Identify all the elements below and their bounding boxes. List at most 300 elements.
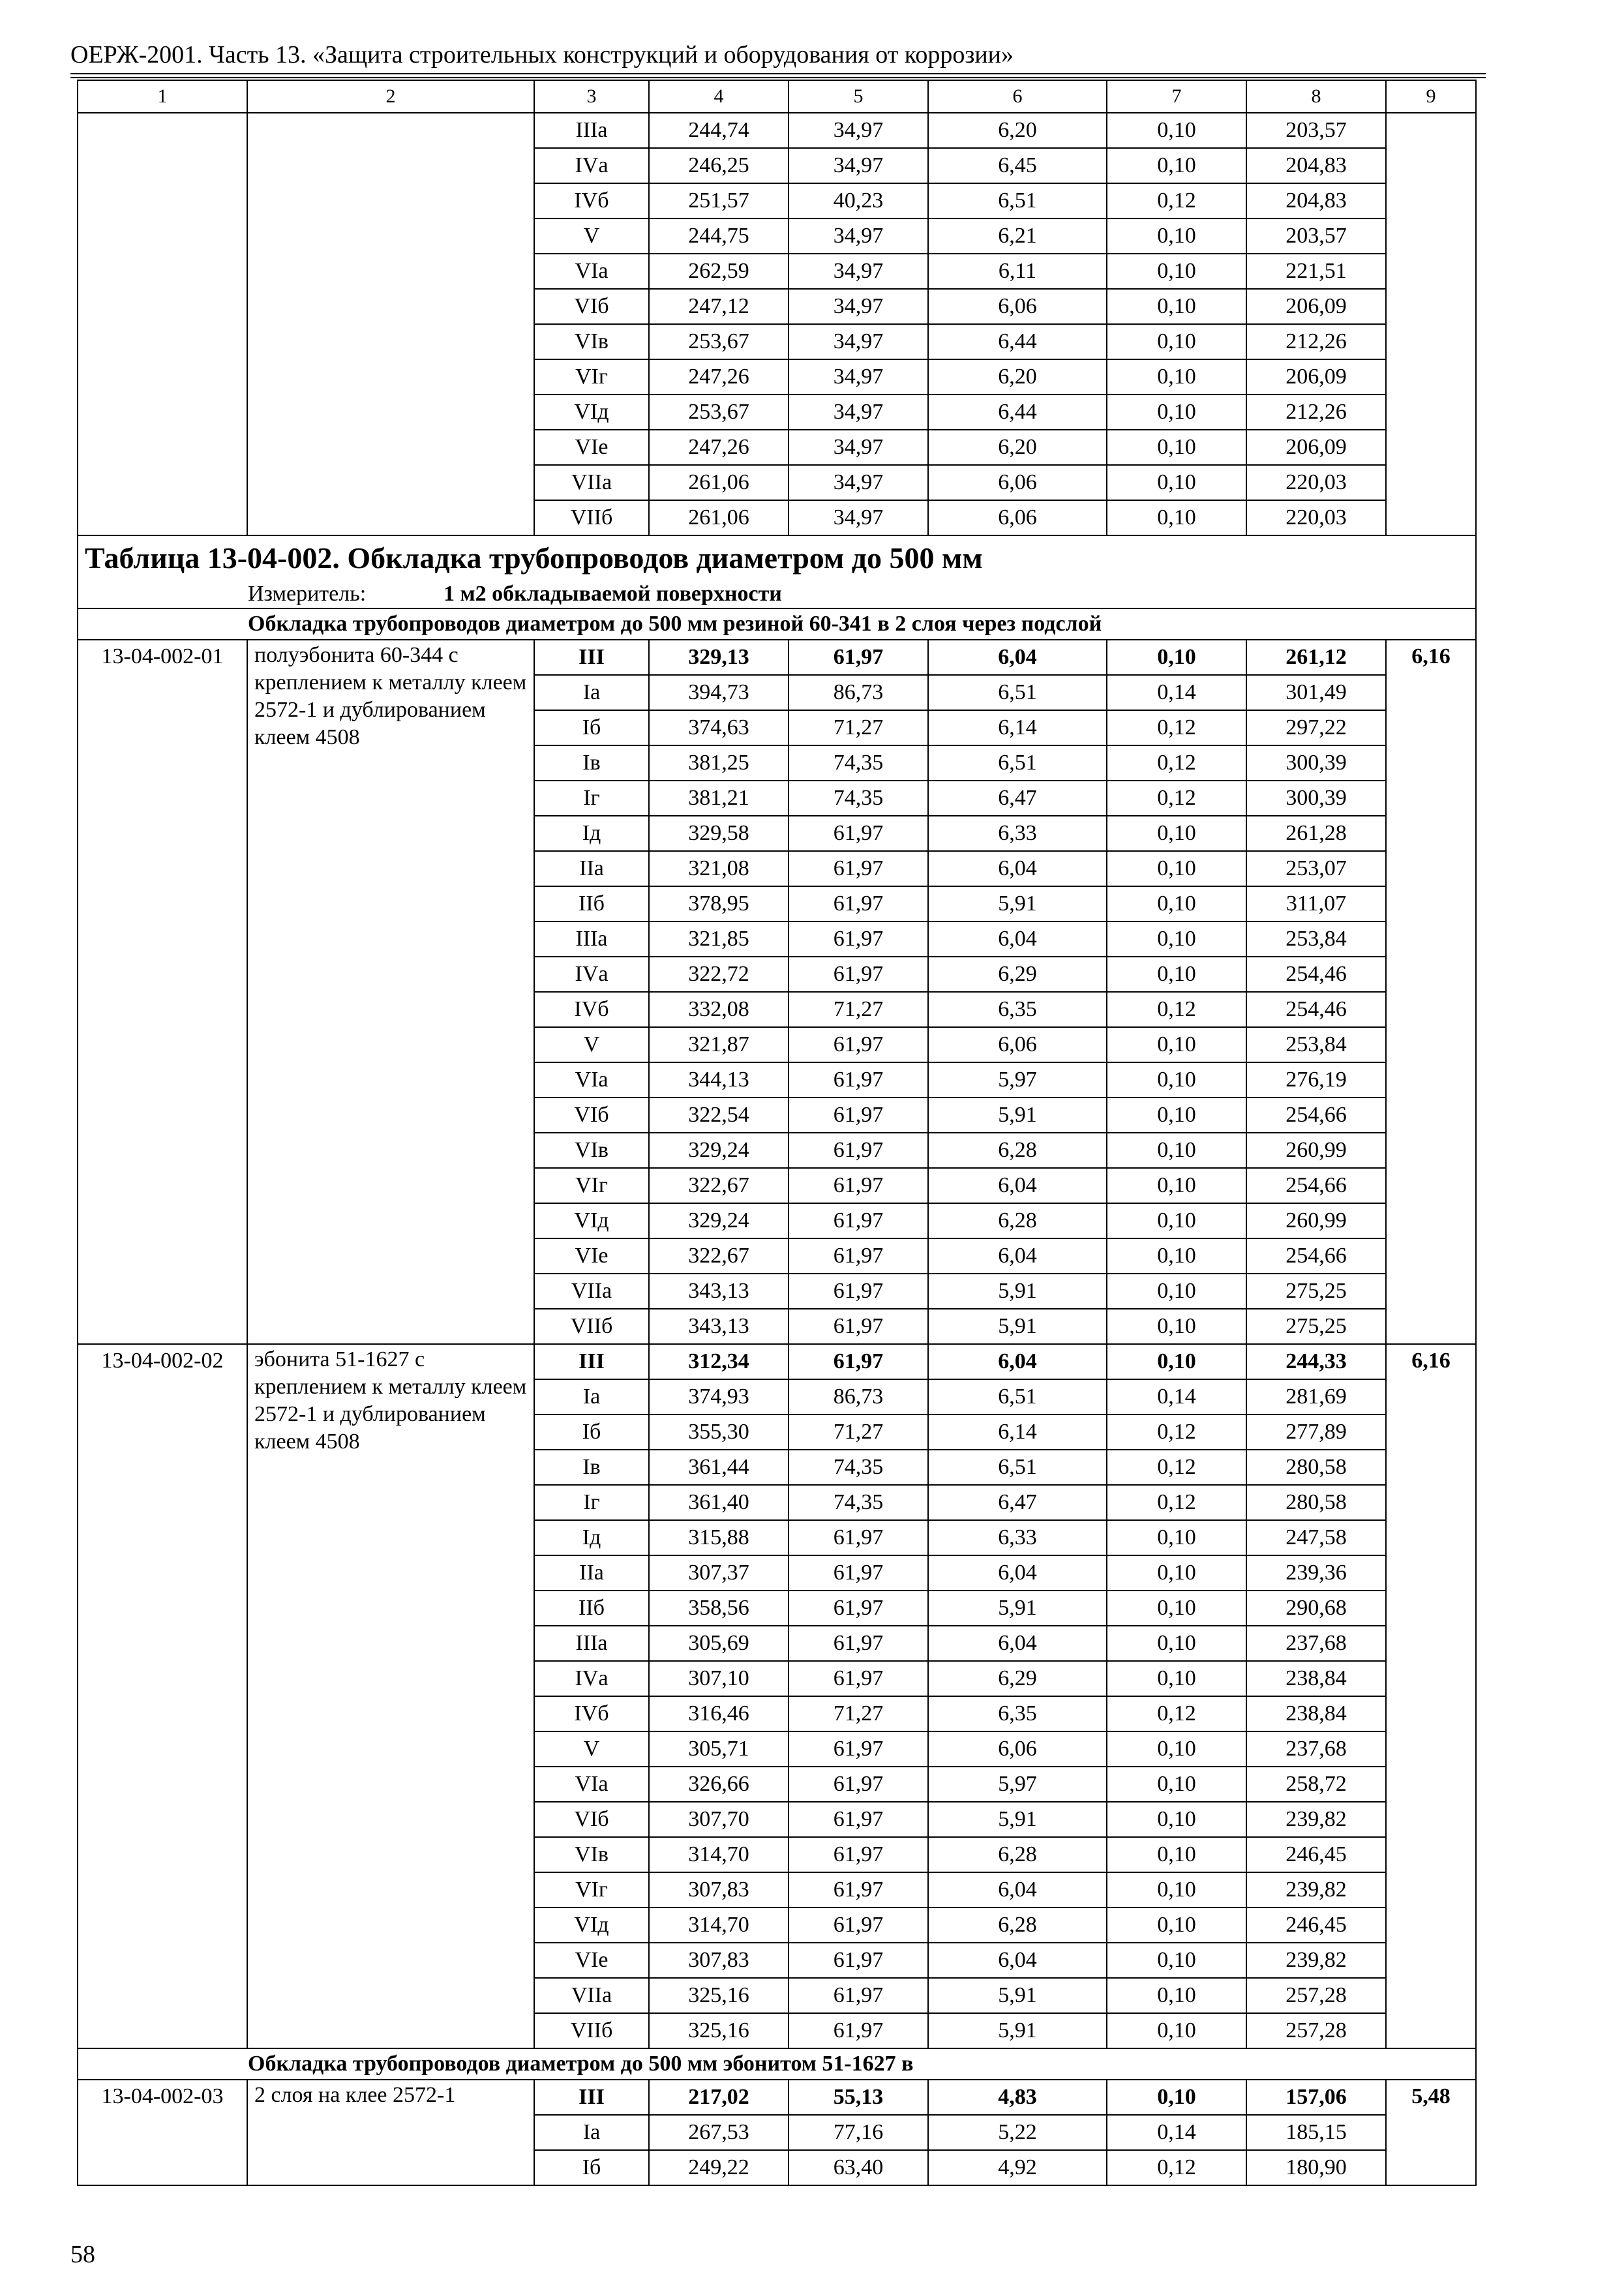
value-cell: 0,12 [1107,710,1246,745]
value-cell: 261,28 [1246,816,1386,851]
column-number: 5 [789,80,928,113]
value-cell: 34,97 [789,254,928,289]
value-cell: 34,97 [789,289,928,324]
item-code: 13-04-002-02 [78,1344,247,2048]
value-cell: 61,97 [789,886,928,921]
zone-cell: VIб [534,289,649,324]
value-cell: 381,21 [649,781,789,816]
table-title-row [78,535,1476,580]
zone-cell: VIе [534,430,649,465]
value-cell: 203,57 [1246,218,1386,254]
value-cell: 0,14 [1107,2115,1246,2150]
value-cell: 239,82 [1246,1872,1386,1908]
value-cell: 322,67 [649,1238,789,1274]
value-cell: 0,10 [1107,921,1246,957]
value-cell: 290,68 [1246,1591,1386,1626]
value-cell: 0,10 [1107,1908,1246,1943]
value-cell: 180,90 [1246,2150,1386,2185]
value-cell: 61,97 [789,1133,928,1168]
zone-cell: IIа [534,1555,649,1591]
value-cell: 61,97 [789,1274,928,1309]
zone-cell: VIб [534,1802,649,1837]
value-cell: 0,10 [1107,465,1246,500]
value-cell: 6,11 [928,254,1107,289]
value-cell: 77,16 [789,2115,928,2150]
value-cell: 6,06 [928,1027,1107,1062]
value-cell: 6,06 [928,1731,1107,1767]
zone-cell: VIд [534,1203,649,1238]
value-cell: 61,97 [789,1626,928,1661]
value-cell: 244,33 [1246,1344,1386,1379]
value-cell: 257,28 [1246,2013,1386,2048]
value-cell: 55,13 [789,2080,928,2115]
value-cell: 61,97 [789,1344,928,1379]
value-cell: 5,97 [928,1062,1107,1098]
value-cell: 0,10 [1107,957,1246,992]
value-cell: 5,91 [928,2013,1107,2048]
value-cell: 312,34 [649,1344,789,1379]
header-rule [70,73,1486,74]
value-cell: 5,22 [928,2115,1107,2150]
value-cell: 254,66 [1246,1238,1386,1274]
table-row [78,640,1476,675]
value-cell: 260,99 [1246,1203,1386,1238]
value-cell: 249,22 [649,2150,789,2185]
zone-cell: IVа [534,148,649,183]
zone-cell: IVб [534,992,649,1027]
value-cell: 217,02 [649,2080,789,2115]
section-heading-1 [78,608,1476,640]
code-cell-empty [78,113,247,535]
value-cell: 261,06 [649,500,789,535]
value-cell: 71,27 [789,992,928,1027]
column-number-row [78,80,1476,113]
zone-cell: VIд [534,395,649,430]
value-cell: 6,04 [928,1238,1107,1274]
value-cell: 307,70 [649,1802,789,1837]
zone-cell: V [534,1731,649,1767]
value-cell: 361,40 [649,1485,789,1520]
value-cell: 0,10 [1107,1872,1246,1908]
value-cell: 221,51 [1246,254,1386,289]
zone-cell: Iг [534,1485,649,1520]
value-cell: 307,83 [649,1943,789,1978]
value-cell: 5,91 [928,1802,1107,1837]
value-cell: 74,35 [789,781,928,816]
value-cell: 0,10 [1107,1943,1246,1978]
column-number: 6 [928,80,1107,113]
zone-cell: III [534,2080,649,2115]
value-cell: 74,35 [789,745,928,781]
value-cell: 6,28 [928,1908,1107,1943]
value-cell: 275,25 [1246,1309,1386,1344]
item-code: 13-04-002-03 [78,2080,247,2185]
value-cell: 61,97 [789,1908,928,1943]
zone-cell: IIIа [534,113,649,148]
value-cell: 253,07 [1246,851,1386,886]
value-cell: 6,51 [928,675,1107,710]
value-cell: 34,97 [789,359,928,395]
value-cell: 355,30 [649,1414,789,1450]
value-cell: 6,44 [928,395,1107,430]
value-cell: 321,85 [649,921,789,957]
value-cell: 0,10 [1107,430,1246,465]
value-cell: 6,20 [928,359,1107,395]
value-cell: 239,82 [1246,1943,1386,1978]
value-cell: 206,09 [1246,359,1386,395]
value-cell: 61,97 [789,921,928,957]
value-cell: 315,88 [649,1520,789,1555]
value-cell: 6,44 [928,324,1107,359]
value-cell: 238,84 [1246,1661,1386,1696]
value-cell: 204,83 [1246,183,1386,218]
value-cell: 5,91 [928,886,1107,921]
value-cell: 325,16 [649,1978,789,2013]
value-cell: 212,26 [1246,324,1386,359]
column-number: 1 [78,80,247,113]
value-cell: 0,10 [1107,1027,1246,1062]
value-cell: 262,59 [649,254,789,289]
value-cell: 34,97 [789,500,928,535]
value-cell: 34,97 [789,113,928,148]
value-cell: 6,29 [928,957,1107,992]
value-cell: 6,51 [928,745,1107,781]
value-cell: 276,19 [1246,1062,1386,1098]
value-cell: 305,69 [649,1626,789,1661]
value-cell: 61,97 [789,1098,928,1133]
value-cell: 261,12 [1246,640,1386,675]
value-cell: 311,07 [1246,886,1386,921]
value-cell: 0,10 [1107,1168,1246,1203]
value-cell: 86,73 [789,1379,928,1414]
value-cell: 260,99 [1246,1133,1386,1168]
value-cell: 0,10 [1107,1626,1246,1661]
value-cell: 34,97 [789,148,928,183]
value-cell: 6,45 [928,148,1107,183]
value-cell: 322,72 [649,957,789,992]
value-cell: 238,84 [1246,1696,1386,1731]
value-cell: 329,24 [649,1133,789,1168]
value-cell: 0,12 [1107,1696,1246,1731]
value-cell: 6,51 [928,1379,1107,1414]
value-cell: 61,97 [789,1203,928,1238]
value-cell: 281,69 [1246,1379,1386,1414]
value-cell: 237,68 [1246,1731,1386,1767]
value-cell: 247,26 [649,359,789,395]
value-cell: 6,21 [928,218,1107,254]
value-cell: 4,92 [928,2150,1107,2185]
value-cell: 257,28 [1246,1978,1386,2013]
value-cell: 61,97 [789,1661,928,1696]
value-cell: 6,29 [928,1661,1107,1696]
value-cell: 329,58 [649,816,789,851]
value-cell: 0,10 [1107,113,1246,148]
value-cell: 6,28 [928,1837,1107,1872]
value-cell: 34,97 [789,430,928,465]
value-cell: 301,49 [1246,675,1386,710]
value-cell: 0,10 [1107,500,1246,535]
table-row [78,1344,1476,1379]
value-cell: 6,28 [928,1203,1107,1238]
value-cell: 74,35 [789,1485,928,1520]
value-cell: 0,10 [1107,2013,1246,2048]
value-cell: 0,10 [1107,218,1246,254]
value-cell: 206,09 [1246,289,1386,324]
value-cell: 300,39 [1246,745,1386,781]
value-cell: 0,12 [1107,1450,1246,1485]
value-cell: 40,23 [789,183,928,218]
value-cell: 322,54 [649,1098,789,1133]
value-cell: 254,46 [1246,992,1386,1027]
value-cell: 6,20 [928,430,1107,465]
value-cell: 61,97 [789,957,928,992]
section-heading-2 [78,2048,1476,2080]
meter-cell [78,580,1476,608]
value-cell: 343,13 [649,1309,789,1344]
zone-cell: IIIа [534,921,649,957]
column-number: 8 [1246,80,1386,113]
value-cell: 374,63 [649,710,789,745]
value-cell: 220,03 [1246,500,1386,535]
value-cell: 0,10 [1107,1555,1246,1591]
value-cell: 239,82 [1246,1802,1386,1837]
column-number: 4 [649,80,789,113]
value-cell: 253,84 [1246,921,1386,957]
value-cell: 316,46 [649,1696,789,1731]
value-cell: 374,93 [649,1379,789,1414]
value-cell: 0,10 [1107,324,1246,359]
value-cell: 61,97 [789,1520,928,1555]
value-cell: 394,73 [649,675,789,710]
value-cell: 321,87 [649,1027,789,1062]
value-cell: 246,25 [649,148,789,183]
value-cell: 6,47 [928,781,1107,816]
value-cell: 305,71 [649,1731,789,1767]
value-cell: 6,14 [928,710,1107,745]
value-cell: 254,66 [1246,1098,1386,1133]
value-cell: 0,12 [1107,992,1246,1027]
value-cell: 258,72 [1246,1767,1386,1802]
norm-cell: 6,16 [1386,1344,1476,2048]
zone-cell: VIг [534,359,649,395]
value-cell: 0,12 [1107,745,1246,781]
zone-cell: VIв [534,1133,649,1168]
value-cell: 34,97 [789,218,928,254]
item-description: полуэбонита 60-344 с креплением к металлу клеем 2572-1 и дублированием клеем 4508 [247,640,534,1344]
zone-cell: III [534,640,649,675]
zone-cell: VIIб [534,2013,649,2048]
zone-cell: VIг [534,1168,649,1203]
zone-cell: VIIб [534,500,649,535]
value-cell: 5,91 [928,1591,1107,1626]
value-cell: 4,83 [928,2080,1107,2115]
zone-cell: VIIа [534,1978,649,2013]
zone-cell: Iа [534,2115,649,2150]
norm-cell: 6,16 [1386,640,1476,1344]
zone-cell: IIб [534,1591,649,1626]
value-cell: 61,97 [789,1027,928,1062]
value-cell: 5,91 [928,1098,1107,1133]
value-cell: 343,13 [649,1274,789,1309]
value-cell: 6,04 [928,1555,1107,1591]
item-description: эбонита 51-1627 с креплением к металлу клеем 2572-1 и дублированием клеем 4508 [247,1344,534,2048]
value-cell: 0,10 [1107,1661,1246,1696]
value-cell: 0,10 [1107,1098,1246,1133]
column-number: 9 [1386,80,1476,113]
zone-cell: Iв [534,745,649,781]
value-cell: 254,66 [1246,1168,1386,1203]
value-cell: 0,10 [1107,148,1246,183]
value-cell: 0,10 [1107,289,1246,324]
value-cell: 247,26 [649,430,789,465]
value-cell: 0,10 [1107,816,1246,851]
value-cell: 6,04 [928,851,1107,886]
value-cell: 253,67 [649,324,789,359]
value-cell: 61,97 [789,1062,928,1098]
zone-cell: IVа [534,1661,649,1696]
value-cell: 0,10 [1107,254,1246,289]
value-cell: 0,12 [1107,2150,1246,2185]
value-cell: 6,04 [928,1626,1107,1661]
value-cell: 325,16 [649,2013,789,2048]
value-cell: 6,47 [928,1485,1107,1520]
table-row [78,2080,1476,2115]
value-cell: 329,24 [649,1203,789,1238]
zone-cell: VIIб [534,1309,649,1344]
value-cell: 6,33 [928,1520,1107,1555]
value-cell: 277,89 [1246,1414,1386,1450]
zone-cell: VIе [534,1238,649,1274]
meter-label: Измеритель: [248,582,367,606]
value-cell: 0,10 [1107,1133,1246,1168]
value-cell: 247,12 [649,289,789,324]
zone-cell: Iа [534,1379,649,1414]
value-cell: 0,12 [1107,1414,1246,1450]
zone-cell: III [534,1344,649,1379]
value-cell: 6,04 [928,1872,1107,1908]
value-cell: 6,04 [928,1344,1107,1379]
value-cell: 307,83 [649,1872,789,1908]
value-cell: 212,26 [1246,395,1386,430]
column-number: 2 [247,80,534,113]
value-cell: 61,97 [789,1731,928,1767]
value-cell: 247,58 [1246,1520,1386,1555]
zone-cell: IIIа [534,1626,649,1661]
value-cell: 244,75 [649,218,789,254]
value-cell: 61,97 [789,1168,928,1203]
value-cell: 0,10 [1107,1344,1246,1379]
meter-row [78,580,1476,608]
value-cell: 378,95 [649,886,789,921]
value-cell: 275,25 [1246,1274,1386,1309]
value-cell: 61,97 [789,816,928,851]
value-cell: 61,97 [789,851,928,886]
value-cell: 71,27 [789,1414,928,1450]
value-cell: 0,10 [1107,1309,1246,1344]
value-cell: 34,97 [789,324,928,359]
value-cell: 0,12 [1107,183,1246,218]
header-rule-double [70,77,1486,78]
value-cell: 61,97 [789,1837,928,1872]
value-cell: 6,35 [928,1696,1107,1731]
value-cell: 5,97 [928,1767,1107,1802]
value-cell: 6,35 [928,992,1107,1027]
value-cell: 86,73 [789,675,928,710]
value-cell: 253,67 [649,395,789,430]
zone-cell: Iв [534,1450,649,1485]
zone-cell: VIд [534,1908,649,1943]
zone-cell: Iб [534,1414,649,1450]
value-cell: 61,97 [789,2013,928,2048]
zone-cell: VIа [534,1062,649,1098]
value-cell: 314,70 [649,1837,789,1872]
value-cell: 0,10 [1107,1837,1246,1872]
zone-cell: V [534,218,649,254]
value-cell: 0,10 [1107,1203,1246,1238]
value-cell: 361,44 [649,1450,789,1485]
value-cell: 63,40 [789,2150,928,2185]
zone-cell: Iд [534,1520,649,1555]
zone-cell: IIа [534,851,649,886]
value-cell: 381,25 [649,745,789,781]
value-cell: 0,14 [1107,675,1246,710]
value-cell: 0,10 [1107,1238,1246,1274]
value-cell: 358,56 [649,1591,789,1626]
page-header-title: ОЕРЖ-2001. Часть 13. «Защита строительных конструкций и оборудования от коррозии» [70,41,1014,68]
value-cell: 0,14 [1107,1379,1246,1414]
value-cell: 61,97 [789,640,928,675]
value-cell: 0,10 [1107,1274,1246,1309]
zone-cell: IIб [534,886,649,921]
value-cell: 203,57 [1246,113,1386,148]
value-cell: 280,58 [1246,1485,1386,1520]
value-cell: 71,27 [789,710,928,745]
value-cell: 71,27 [789,1696,928,1731]
value-cell: 251,57 [649,183,789,218]
value-cell: 6,04 [928,921,1107,957]
value-cell: 206,09 [1246,430,1386,465]
item-description: 2 слоя на клее 2572-1 [247,2080,534,2185]
zone-cell: VIв [534,1837,649,1872]
zone-cell: IVб [534,183,649,218]
zone-cell: VIб [534,1098,649,1133]
value-cell: 246,45 [1246,1837,1386,1872]
value-cell: 6,20 [928,113,1107,148]
zone-cell: VIв [534,324,649,359]
zone-cell: VIIа [534,1274,649,1309]
section-heading-2-cell [78,2048,1476,2080]
value-cell: 5,91 [928,1274,1107,1309]
value-cell: 204,83 [1246,148,1386,183]
item-code: 13-04-002-01 [78,640,247,1344]
value-cell: 0,10 [1107,851,1246,886]
zone-cell: Iд [534,816,649,851]
value-cell: 6,51 [928,1450,1107,1485]
zone-cell: VIг [534,1872,649,1908]
norm-cell: 5,48 [1386,2080,1476,2185]
value-cell: 0,10 [1107,1731,1246,1767]
value-cell: 61,97 [789,1872,928,1908]
value-cell: 326,66 [649,1767,789,1802]
table-title: Таблица 13-04-002. Обкладка трубопроводов диаметром до 500 мм [78,535,1476,580]
zone-cell: VIа [534,1767,649,1802]
norm-cell-empty [1386,113,1476,535]
value-cell: 280,58 [1246,1450,1386,1485]
value-cell: 0,10 [1107,1591,1246,1626]
value-cell: 34,97 [789,465,928,500]
zone-cell: VIIа [534,465,649,500]
zone-cell: V [534,1027,649,1062]
